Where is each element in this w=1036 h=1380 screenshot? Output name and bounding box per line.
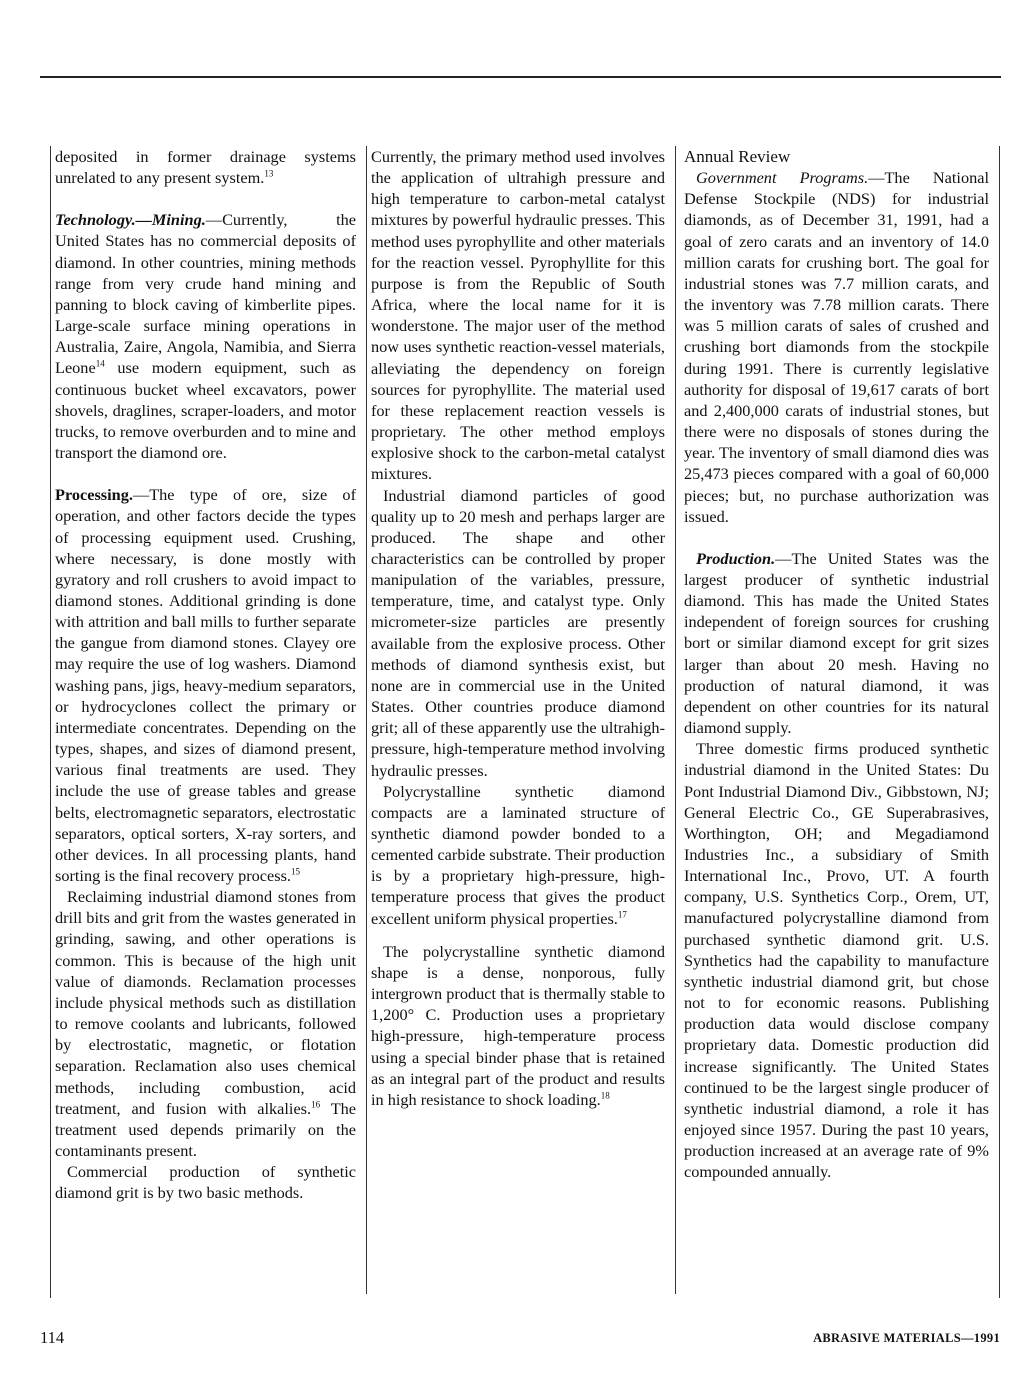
paragraph-government-programs: Government Programs.—The National Defense Stockpile (NDS) for industrial diamonds, as of December 31, 1991, had a goal of zero carats and an inventory of 14.0 million carats for crushing bort. The goal for industrial stones was 7.7 million carats, and the inventory was 7.78 million carats. There was 5 million carats of sales of crushed and crushing bort diamonds from the stockpile during 1991. There is currently legislative authority for disposal of 19,617 carats of bort and 2,400,000 carats of industrial stones, but there were no disposals of stones during the year. The inventory of small diamond dies was 25,473 pieces compared with a goal of 60,000 pieces; but, no purchase authorization was issued. [684,168,989,526]
paragraph-processing: Processing.—The type of ore, size of operation, and other factors decide the types of processing equipment used. Crushing, where necessary, is done mostly with gyratory and roll crushers to avoid impact to diamond stones. Additional grinding is done with attrition and ball mills to further separate the gangue from diamond stones. Clayey ore may require the use of log washers. Diamond washing pans, jigs, heavy-medium separators, or hydrocyclones collect the primary or intermediate concentrates. Depending on the types, shapes, and sizes of diamond present, various final treatments are used. They include the use of grease tables and grease belts, electromagnetic separators, electrostatic separators, optical sorters, X-ray sorters, and other devices. In all processing plants, hand sorting is the final recovery process.$^{15}$ [55,485,356,885]
paragraph-domestic-firms: Three domestic firms produced synthetic industrial diamond in the United States: Du Pont Industrial Diamond Div., Gibbstown, NJ; General Electric Co., GE Superabrasives, Worthington, OH; and Megadiamond Industries Inc., a subsidiary of Smith International Inc., Provo, UT. A fourth company, U.S. Synthetics Corp., Orem, UT, manufactured polycrystalline diamond from purchased synthetic diamond grit. U.S. Synthetics had the capability to manufacture synthetic industrial diamond grit, but chose not to for economic reasons. Publishing production data would disclose company proprietary data. Domestic production did increase significantly. The United States continued to be the largest single producer of synthetic industrial diamond, a role it has enjoyed since 1957. During the past 10 years, production increased at an average rate of 9% compounded annually. [684,739,989,1182]
paragraph-polycrystalline-compacts: Polycrystalline synthetic diamond compacts are a laminated structure of synthetic diamond powder bonded to a cemented carbide substrate. Their production is by a proprietary high-pressure, high-temperature process that gives the product excellent uniform physical properties.$^{17}$ [371,781,666,928]
paragraph-drainage: deposited in former drainage systems unrelated to any present system.$^{13}$ [55,147,356,188]
paragraph-production: Production.—The United States was the largest producer of synthetic industrial diamond. This has made the United States independent of foreign sources for crushing bort or similar diamond except for grit sizes larger than about 20 mesh. Having no production of natural diamond, it was dependent on other countries for its natural diamond supply. [684,548,989,738]
page-number: 114 [40,1328,65,1347]
paragraph-reclaiming: Reclaiming industrial diamond stones from drill bits and grit from the wastes generated in grinding, sawing, and other operations is common. This is because of the high unit value of diamonds. Reclamation processes include physical methods such as distillation to remove coolants and lubricants, followed by electrostatic, magnetic, or flotation separation. Reclamation also uses chemical methods, including combustion, acid treatment, and fusion with alkalies.$^{16}$ The treatment used depends primarily on the contaminants present. [55,887,356,1161]
running-footer: ABRASIVE MATERIALS—1991 [813,1331,1000,1345]
paragraph-technology: Technology.—Mining.—Currently, the United States has no commercial deposits of diamond. In other countries, mining methods range from very crude hand mining and panning to block caving of kimberlite pipes. Large-scale surface mining operations in Australia, Zaire, Angola, Namibia, and Sierra Leone$^{14}$ use modern equipment, such as continuous bucket wheel excavators, power shovels, draglines, scraper-loaders, and motor trucks, to remove overburden and to mine and transport the diamond ore. [55,210,356,463]
footnote-ref: 16 [311,1099,321,1110]
column-3 [682,146,1000,1298]
paragraph-industrial-particles: Industrial diamond particles of good quality up to 20 mesh and perhaps larger are produced. The shape and other characteristics can be controlled by proper manipulation of the variables, pressure, temperature, time, and catalyst type. Only micrometer-size particles are presently available from the explosive process. Other methods of diamond synthesis exist, but none are in commercial use in the United States. Other countries produce diamond grit; all of these apparently use the ultrahigh-pressure, high-temperature method involving hydraulic presses. [371,485,665,780]
paragraph-commercial-production: Commercial production of synthetic diamond grit is by two basic methods. [55,1162,356,1203]
footnote-ref: 18 [600,1090,610,1101]
paragraph-primary-method: Currently, the primary method used involves the application of ultrahigh pressure and high temperature to carbon-metal catalyst mixtures by powerful hydraulic presses. This method uses pyrophyllite and other materials for the reaction vessel. Pyrophyllite for this purpose is from the Republic of South Africa, where the local name for it is wonderstone. The major user of the method now uses synthetic reaction-vessel materials, alleviating the dependency on foreign sources for pyrophyllite. The material used for these replacement reaction vessels is proprietary. The other method employs explosive shock to the carbon-metal catalyst mixtures. [371,147,665,484]
column-1 [50,146,356,1298]
column-2 [366,146,676,1294]
footnote-ref: 17 [617,909,627,920]
footnote-ref: 15 [291,866,301,877]
paragraph-polycrystalline-shape: The polycrystalline synthetic diamond shape is a dense, nonporous, fully intergrown product that is thermally stable to 1,200° C. Production uses a proprietary high-pressure, high-temperature process using a special binder phase that is retained as an integral part of the product and results in high resistance to shock loading.$^{18}$ [371,941,665,1109]
top-rule [40,76,1001,78]
heading-technology-mining: Technology.—Mining. [55,210,206,230]
footnote-ref: 14 [95,358,105,369]
heading-production: Production. [696,548,776,568]
heading-processing: Processing. [55,485,133,505]
section-title-annual-review: Annual Review [684,147,791,166]
footnote-ref: 13 [264,168,274,179]
heading-government-programs: Government Programs. [696,168,869,188]
